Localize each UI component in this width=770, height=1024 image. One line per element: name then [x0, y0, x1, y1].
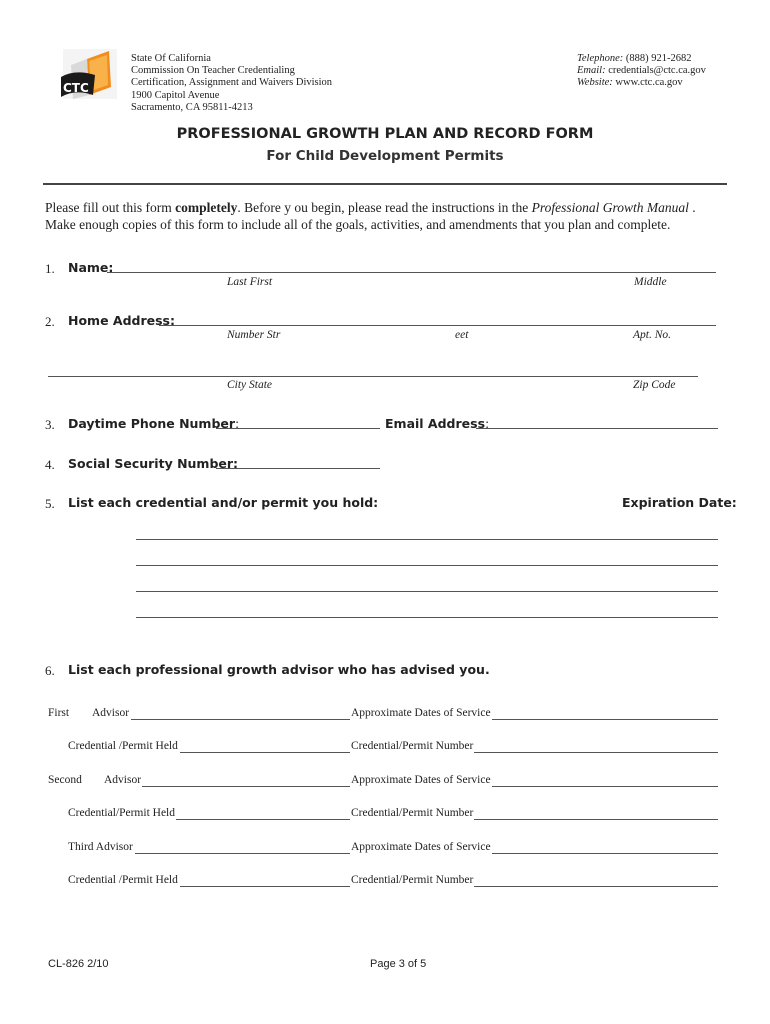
first-cred-number-field[interactable]: [474, 752, 718, 753]
third-advisor-field[interactable]: [135, 853, 350, 854]
telephone-row: [577, 53, 706, 65]
page-number: Page 3 of 5: [370, 958, 427, 970]
advisors-label: List each professional growth advisor who has advised you.: [68, 662, 490, 677]
number-street-caption: Number Str: [227, 329, 281, 341]
telephone-value: (888) 921-2682: [625, 53, 692, 64]
ctc-logo-graphic: [57, 47, 123, 109]
intro-part1: Please fill out this form: [45, 200, 176, 215]
contact-info: [577, 53, 706, 90]
agency-line: Certification, Assignment and Waivers Division: [131, 77, 333, 89]
intro-line-2: Make enough copies of this form to include all of the goals, activities, and amendments that you plan and complete.: [45, 217, 671, 232]
credential-line[interactable]: [136, 617, 718, 618]
first-cred-held-label: Credential /Permit Held: [68, 740, 178, 752]
third-advisor-label: Third Advisor: [68, 841, 133, 853]
ssn-field[interactable]: [216, 468, 380, 469]
credential-line[interactable]: [136, 565, 718, 566]
first-cred-held-field[interactable]: [180, 752, 350, 753]
q1-number: 1.: [45, 261, 55, 276]
website-label: Website:: [577, 77, 613, 89]
apt-caption: Apt. No.: [633, 329, 672, 341]
phone-field[interactable]: [216, 428, 380, 429]
city-state-caption: City State: [227, 379, 273, 391]
third-dates-field[interactable]: [492, 853, 718, 854]
second-cred-held-field[interactable]: [176, 819, 350, 820]
second-cred-number-label: Credential/Permit Number: [351, 807, 474, 819]
q2-number: 2.: [45, 314, 55, 329]
q3-number: 3.: [45, 417, 55, 432]
middle-caption: Middle: [634, 276, 667, 288]
ctc-logo-text: CTC: [63, 81, 89, 95]
second-label: Second: [48, 774, 82, 786]
name-label: Name:: [68, 260, 114, 275]
credentials-label: List each credential and/or permit you hold:: [68, 495, 379, 510]
intro-line-1: [45, 199, 696, 216]
second-dates-label: Approximate Dates of Service: [351, 774, 491, 786]
phone-label-text: Daytime Phone Number: [68, 416, 236, 431]
title-divider: [43, 183, 727, 185]
agency-line: Sacramento, CA 95811-4213: [131, 101, 253, 113]
q4-number: 4.: [45, 457, 55, 472]
second-cred-number-field[interactable]: [474, 819, 718, 820]
credential-line[interactable]: [136, 539, 718, 540]
third-cred-held-label: Credential /Permit Held: [68, 874, 178, 886]
website-value[interactable]: www.ctc.ca.gov: [615, 77, 683, 89]
ssn-label: Social Security Number:: [68, 456, 239, 471]
second-dates-field[interactable]: [492, 786, 718, 787]
credential-line[interactable]: [136, 591, 718, 592]
first-advisor-label: Advisor: [92, 707, 130, 719]
zip-caption: Zip Code: [633, 379, 676, 391]
email-colon: :: [485, 416, 490, 431]
last-first-caption: Last First: [227, 276, 273, 288]
first-label: First: [48, 707, 70, 719]
first-advisor-field[interactable]: [131, 719, 350, 720]
intro-part2: . Before y ou begin, please read the instructions in the: [237, 200, 532, 215]
phone-label: [68, 416, 239, 431]
website-row: [577, 77, 706, 89]
name-field[interactable]: [107, 272, 716, 273]
q6-number: 6.: [45, 663, 55, 678]
city-state-zip-field[interactable]: [48, 376, 698, 377]
email-row: [577, 65, 706, 77]
intro-bold: completely: [175, 200, 238, 215]
third-dates-label: Approximate Dates of Service: [351, 841, 491, 853]
expiration-date-label: Expiration Date:: [622, 495, 737, 510]
form-id: CL-826 2/10: [48, 958, 109, 970]
email-value[interactable]: credentials@ctc.ca.gov: [608, 65, 706, 77]
form-title: PROFESSIONAL GROWTH PLAN AND RECORD FORM: [176, 126, 594, 142]
email-address-label: [385, 416, 489, 431]
first-cred-number-label: Credential/Permit Number: [351, 740, 474, 752]
telephone-label: Telephone:: [577, 53, 624, 64]
second-advisor-field[interactable]: [142, 786, 350, 787]
email-address-field[interactable]: [476, 428, 718, 429]
second-advisor-label: Advisor: [104, 774, 142, 786]
home-address-field[interactable]: [159, 325, 716, 326]
first-dates-field[interactable]: [492, 719, 718, 720]
manual-title: Professional Growth Manual: [531, 200, 689, 215]
home-address-label: Home Address:: [68, 313, 175, 328]
agency-line: 1900 Capitol Avenue: [131, 89, 220, 101]
street-caption-tail: eet: [455, 329, 469, 341]
phone-colon: :: [235, 416, 240, 431]
email-label-text: Email Address: [385, 416, 486, 431]
second-cred-held-label: Credential/Permit Held: [68, 807, 175, 819]
agency-line: State Of California: [131, 53, 211, 64]
agency-address: [131, 53, 332, 114]
first-dates-label: Approximate Dates of Service: [351, 707, 491, 719]
third-cred-held-field[interactable]: [180, 886, 350, 887]
q5-number: 5.: [45, 496, 55, 511]
ctc-logo: [57, 47, 123, 109]
email-label: Email:: [577, 65, 606, 77]
third-cred-number-field[interactable]: [474, 886, 718, 887]
intro-text: [45, 199, 696, 233]
form-subtitle: For Child Development Permits: [266, 148, 504, 164]
third-cred-number-label: Credential/Permit Number: [351, 874, 474, 886]
intro-part3: .: [688, 200, 696, 215]
agency-line: Commission On Teacher Credentialing: [131, 65, 295, 77]
